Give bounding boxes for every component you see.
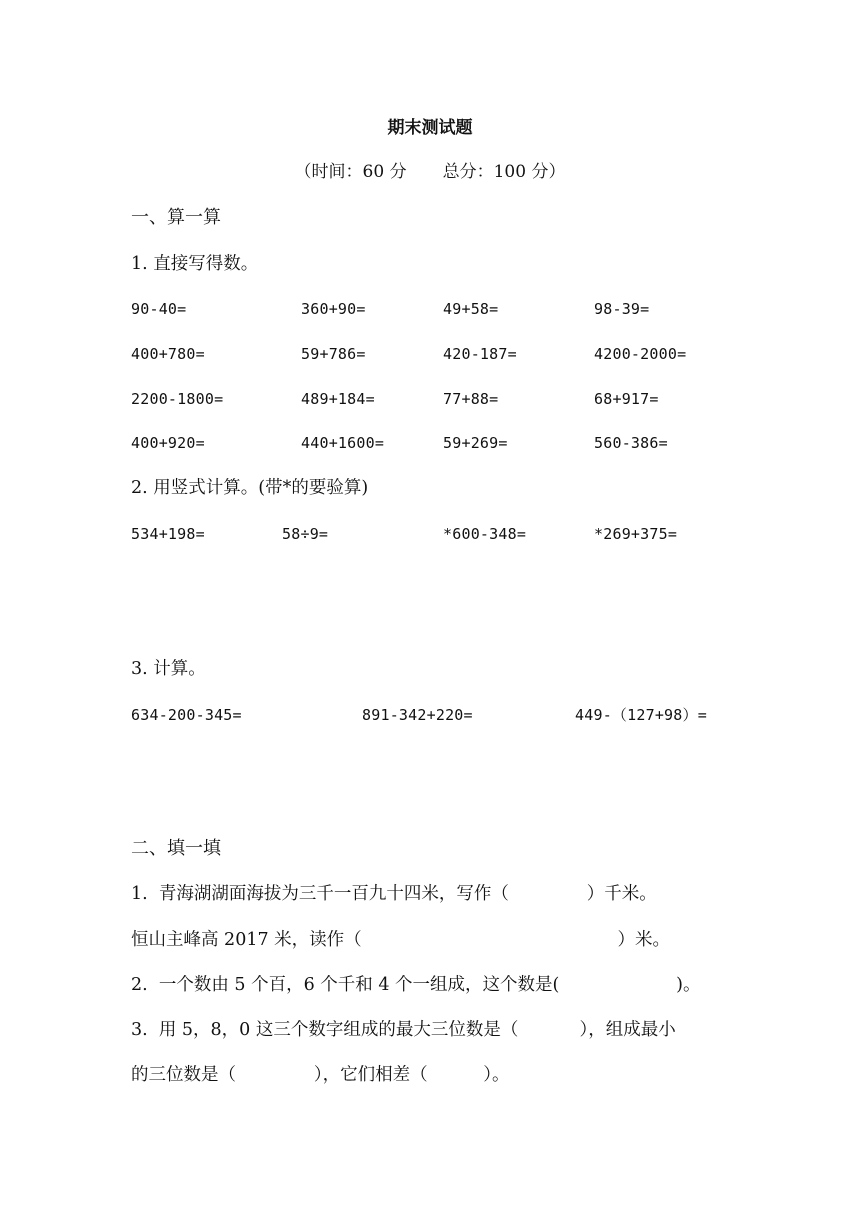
q1-expr: 2200-1800= [131, 390, 224, 408]
q3-expr: 449-（127+98）= [575, 706, 707, 724]
q2-expr: *600-348= [443, 525, 527, 543]
q3-label: 3. 计算。 [131, 659, 206, 679]
q1-expr: 420-187= [443, 345, 517, 363]
q1-expr: 68+917= [594, 390, 659, 408]
q1-expr: 489+184= [301, 390, 375, 408]
fill-line: 3. 用 5，8，0 这三个数字组成的最大三位数是（ ），组成最小 [131, 1020, 676, 1040]
score-info: 总分：100 分） [442, 162, 566, 182]
q1-expr: 59+786= [301, 345, 366, 363]
q1-expr: 98-39= [594, 300, 650, 318]
fill-line: 1. 青海湖湖面海拔为三千一百九十四米，写作（ ）千米。 [131, 884, 657, 904]
section1-heading: 一、算一算 [131, 207, 221, 228]
section2-heading: 二、填一填 [131, 838, 221, 859]
page-title: 期末测试题 [387, 118, 473, 138]
q3-expr: 634-200-345= [131, 706, 242, 724]
fill-line: 恒山主峰高 2017 米，读作（ ）米。 [131, 930, 671, 950]
q1-expr: 77+88= [443, 390, 499, 408]
q2-expr: 58÷9= [282, 525, 329, 543]
q1-expr: 560-386= [594, 434, 668, 452]
q1-label: 1. 直接写得数。 [131, 254, 259, 274]
q1-expr: 400+920= [131, 434, 205, 452]
q2-expr: 534+198= [131, 525, 205, 543]
q1-expr: 440+1600= [301, 434, 385, 452]
q1-expr: 59+269= [443, 434, 508, 452]
q1-expr: 360+90= [301, 300, 366, 318]
fill-line: 2. 一个数由 5 个百，6 个千和 4 个一组成，这个数是( )。 [131, 975, 701, 995]
q1-expr: 90-40= [131, 300, 187, 318]
q2-expr: *269+375= [594, 525, 678, 543]
q1-expr: 4200-2000= [594, 345, 687, 363]
q3-expr: 891-342+220= [362, 706, 473, 724]
q1-expr: 400+780= [131, 345, 205, 363]
time-info: （时间：60 分 [294, 162, 407, 182]
fill-line: 的三位数是（ ），它们相差（ ）。 [131, 1065, 510, 1085]
q2-label: 2. 用竖式计算。(带*的要验算) [131, 478, 369, 498]
page-subtitle [0, 161, 860, 183]
q1-expr: 49+58= [443, 300, 499, 318]
